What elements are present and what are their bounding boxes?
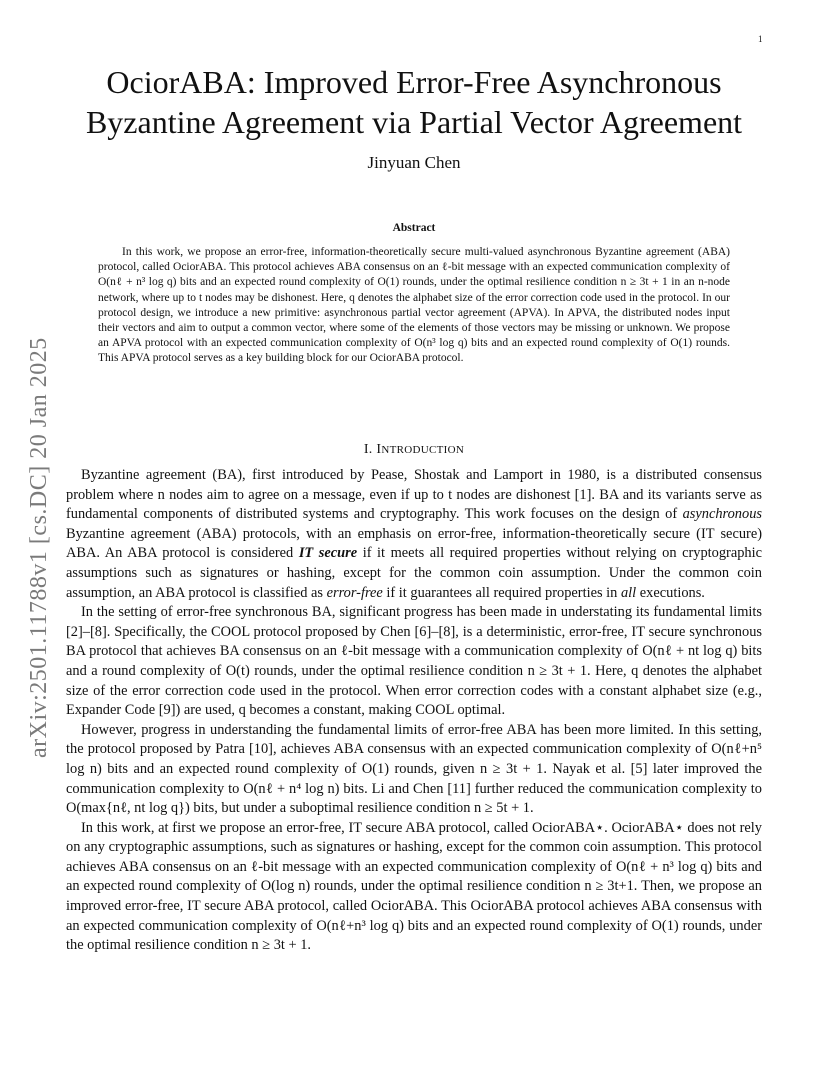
abstract-heading: Abstract	[392, 222, 436, 234]
paragraph-1-part-e: executions.	[636, 584, 705, 601]
paragraph-4: In this work, at first we propose an error-free, IT secure ABA protocol, called OciorABA⋆. OciorABA⋆ does not rely on any cryptographic assumptions, such as signatures or hashing, except for the common coin assumption. This protocol achieves ABA consensus on an ℓ-bit message with an expected communication complexity of O(nℓ + n³ log q) bits and an expected round complexity of O(log n) rounds, under the optimal resilience condition n ≥ 3t+1. Then, we propose an improved error-free, IT secure ABA protocol, called OciorABA. This OciorABA protocol achieves ABA consensus with an expected communication complexity of O(nℓ+n³ log q) bits and an expected round complexity of O(1) rounds, under the optimal resilience condition n ≥ 3t + 1.	[66, 819, 762, 954]
paper-title	[60, 62, 768, 142]
paragraph-1	[66, 466, 762, 603]
emphasis-asynchronous: asynchronous	[682, 506, 762, 523]
abstract-text: In this work, we propose an error-free, information-theoretically secure multi-valued asynchronous Byzantine agreement (ABA) protocol, called OciorABA. This protocol achieves ABA consensus on an ℓ-bit message with an expected communication complexity of O(nℓ + n³ log q) bits and an expected round complexity of O(1) rounds, under the optimal resilience condition n ≥ 3t + 1 in an n-node network, where up to t nodes may be dishonest. Here, q denotes the alphabet size of the error correction code used in the protocol. In our protocol design, we introduce a new primitive: asynchronous partial vector agreement (APVA). In APVA, the distributed nodes input their vectors and aim to output a common vector, where some of the elements of those vectors may be missing or unknown. We propose an APVA protocol with an expected communication complexity of O(n³ log q) bits and an expected round complexity of O(1) rounds. This APVA protocol serves as a key building block for our OciorABA protocol.	[98, 246, 730, 365]
paragraph-3: However, progress in understanding the fundamental limits of error-free ABA has been more limited. In this setting, the protocol proposed by Patra [10], achieves ABA consensus with an expected communication complexity of O(nℓ+n⁵ log n) bits and an expected round complexity of O(1) rounds, given n ≥ 3t + 1. Nayak et al. [5] later improved the communication complexity to O(nℓ + n⁴ log n) bits. Li and Chen [11] further reduced the communication complexity to O(max{nℓ, nt log q}) bits, but under a suboptimal resilience condition n ≥ 5t + 1.	[66, 721, 762, 817]
section-title-initial: I	[376, 442, 382, 457]
paragraph-1-part-a: Byzantine agreement (BA), first introduced by Pease, Shostak and Lamport in 1980, is a distributed consensus problem where n nodes aim to agree on a message, even if up to t nodes are dishonest [1]. BA and its variants serve as fundamental components of distributed systems and cryptography. This work focuses on the design of	[66, 467, 762, 523]
section-number: I.	[363, 442, 373, 457]
emphasis-it-secure: IT secure	[298, 545, 358, 562]
section-title-rest: NTRODUCTION	[381, 444, 465, 456]
paragraph-1-part-c: if it meets all required properties without relying on cryptographic assumptions such as signatures or hashing, except for the common coin assumption. Under the common coin assumption, an ABA protocol is classified as	[66, 545, 762, 601]
paragraph-1-part-b: Byzantine agreement (ABA) protocols, with an emphasis on error-free, information-theoretically secure (IT secure) ABA. An ABA protocol is considered	[66, 525, 762, 562]
title-line-1: OciorABA: Improved Error-Free Asynchronous	[106, 64, 722, 100]
paragraph-1-part-d: if it guarantees all required properties in	[382, 584, 621, 601]
section-heading-introduction	[60, 442, 768, 458]
arxiv-identifier-text: arXiv:2501.11788v1 [cs.DC] 20 Jan 2025	[26, 337, 52, 758]
paragraph-2: In the setting of error-free synchronous BA, significant progress has been made in understating its fundamental limits [2]–[8]. Specifically, the COOL protocol proposed by Chen [6]–[8], is a deterministic, error-free, IT secure synchronous BA protocol that achieves BA consensus on an ℓ-bit message with a communication complexity of O(nℓ + nt log q) bits and a round complexity of O(t) rounds, under the optimal resilience condition n ≥ 3t + 1. Here, q denotes the alphabet size of the error correction code used in the protocol. When error correction codes with a constant alphabet size (e.g., Expander Code [9]) are used, q becomes a constant, making COOL optimal.	[66, 604, 762, 719]
arxiv-identifier-stamp	[20, 290, 54, 760]
title-line-2: Byzantine Agreement via Partial Vector Agreement	[85, 104, 743, 140]
author-name: Jinyuan Chen	[367, 153, 461, 172]
page-number: 1	[758, 34, 763, 44]
emphasis-all: all	[620, 584, 637, 601]
emphasis-error-free: error-free	[326, 584, 383, 601]
introduction-body	[66, 466, 762, 956]
